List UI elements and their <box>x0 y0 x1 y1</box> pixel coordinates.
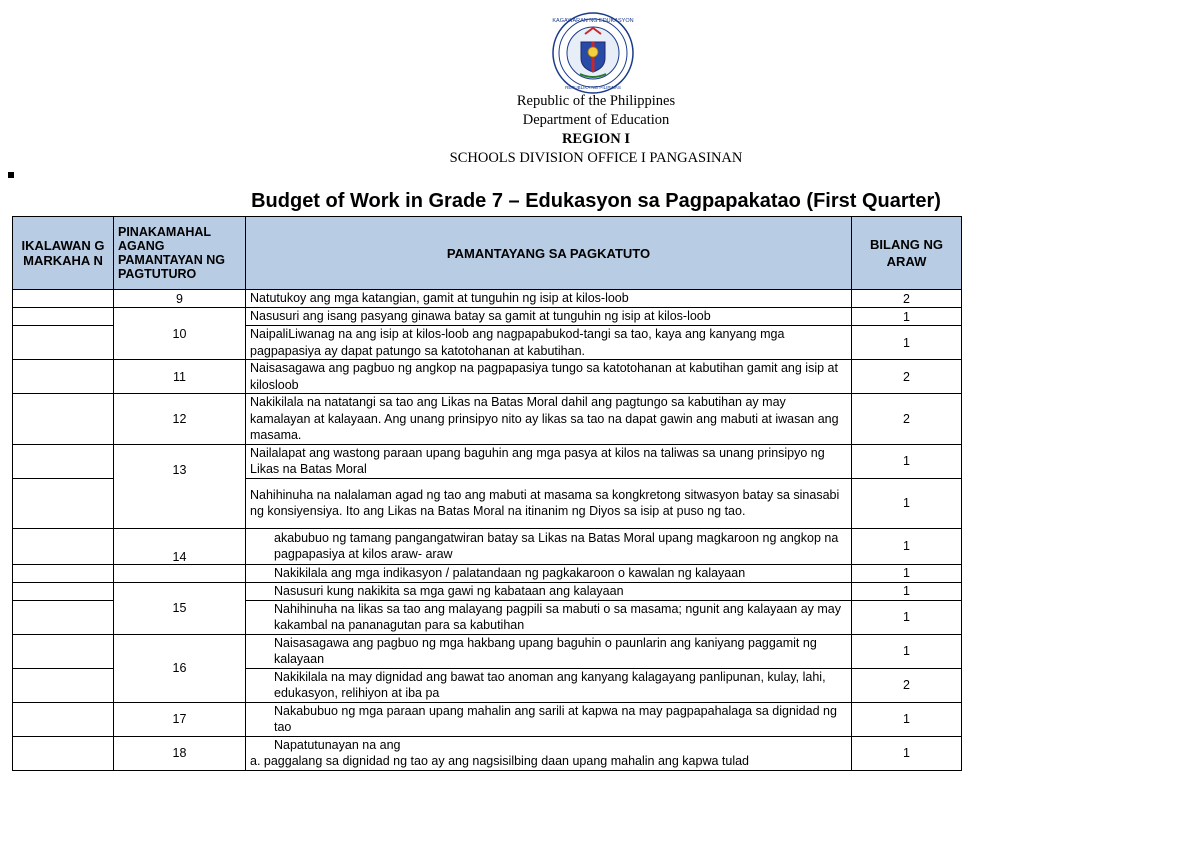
cell-days: 1 <box>852 564 962 582</box>
cell-code: 17 <box>114 702 246 736</box>
cell-markahan <box>13 326 114 360</box>
table-row <box>13 736 962 770</box>
cell-competency: Natutukoy ang mga katangian, gamit at tunguhin ng isip at kilos-loob <box>246 290 852 308</box>
cell-code: 18 <box>114 736 246 770</box>
cell-code: 12 <box>114 394 246 445</box>
header-pamantayan-pagkatuto: PAMANTAYANG SA PAGKATUTO <box>246 217 852 290</box>
table-row <box>13 394 962 445</box>
cell-competency: NaipaliLiwanag na ang isip at kilos-loob ang nagpapabukod-tangi sa tao, kaya ang kanyang mga pagpapasiya ay dapat patungo sa katotohanan at kabutihan. <box>246 326 852 360</box>
cell-competency: Nakikilala na may dignidad ang bawat tao anoman ang kanyang kalagayang panlipunan, kulay, lahi, edukasyon, relihiyon at iba pa <box>246 668 852 702</box>
competency-line: Napatutunayan na ang <box>274 737 401 752</box>
cell-days: 2 <box>852 290 962 308</box>
cell-code <box>114 564 246 582</box>
cell-markahan <box>13 308 114 326</box>
table-row <box>13 360 962 394</box>
table-row <box>13 634 962 668</box>
cell-competency: Nahihinuha na likas sa tao ang malayang pagpili sa mabuti o sa masama; ngunit ang kalayaan ay may kakambal na pananagutan para sa kabutihan <box>246 600 852 634</box>
cell-days: 1 <box>852 582 962 600</box>
cell-days: 1 <box>852 308 962 326</box>
deped-seal-icon <box>552 12 634 94</box>
cell-markahan <box>13 394 114 445</box>
cell-code: 16 <box>114 634 246 702</box>
competency-line: a. paggalang sa dignidad ng tao ay ang nagsisilbing daan upang mahalin ang kapwa tulad <box>250 754 749 768</box>
cell-markahan <box>13 582 114 600</box>
cell-competency: Nakikilala na natatangi sa tao ang Likas na Batas Moral dahil ang pagtungo sa kabutihan ay may kamalayan at kalayaan. Ang unang prinsipyo nito ay likas sa tao na dapat gawin ang mabuti at iwasan ang masama. <box>246 394 852 445</box>
cell-days: 1 <box>852 634 962 668</box>
cell-markahan <box>13 360 114 394</box>
table-row <box>13 528 962 564</box>
table-row <box>13 702 962 736</box>
budget-of-work-table <box>12 216 962 771</box>
letterhead-line-department: Department of Education <box>522 112 670 128</box>
table-header-row <box>13 217 962 290</box>
seal-text-bottom: REPUBLIKA NG PILIPINAS <box>565 85 621 90</box>
cell-markahan <box>13 668 114 702</box>
cell-markahan <box>13 478 114 528</box>
cell-competency: Naisasagawa ang pagbuo ng angkop na pagpapasiya tungo sa katotohanan at kabutihan gamit ang isip at kilosloob <box>246 360 852 394</box>
cell-code: 9 <box>114 290 246 308</box>
cell-days: 2 <box>852 360 962 394</box>
cell-markahan <box>13 564 114 582</box>
table-row <box>13 564 962 582</box>
cell-markahan <box>13 528 114 564</box>
cell-competency: Nakikilala ang mga indikasyon / palatandaan ng pagkakaroon o kawalan ng kalayaan <box>246 564 852 582</box>
cell-competency: Nahihinuha na nalalaman agad ng tao ang mabuti at masama sa kongkretong sitwasyon batay sa sinasabi ng konsiyensiya. Ito ang Likas na Batas Moral na itinanim ng Diyos sa isip at puso ng tao. <box>246 478 852 528</box>
header-markahan: IKALAWAN G MARKAHA N <box>13 217 114 290</box>
cell-code: 13 <box>114 444 246 528</box>
letterhead <box>396 92 796 168</box>
table-row <box>13 290 962 308</box>
cell-days: 1 <box>852 736 962 770</box>
cell-days: 1 <box>852 326 962 360</box>
cell-competency <box>246 736 852 770</box>
cell-days: 2 <box>852 668 962 702</box>
cell-markahan <box>13 444 114 478</box>
cell-code: 10 <box>114 308 246 360</box>
bullet-marker <box>8 172 14 178</box>
cell-markahan <box>13 600 114 634</box>
cell-days: 1 <box>852 444 962 478</box>
letterhead-line-republic: Republic of the Philippines <box>516 93 676 109</box>
table-row <box>13 582 962 600</box>
seal-text-top: KAGAWARAN NG EDUKASYON <box>552 18 634 24</box>
page-title: Budget of Work in Grade 7 – Edukasyon sa Pagpapakatao (First Quarter) <box>251 190 941 212</box>
cell-markahan <box>13 702 114 736</box>
cell-markahan <box>13 736 114 770</box>
table-row <box>13 444 962 478</box>
cell-code: 14 <box>114 528 246 564</box>
letterhead-line-division: SCHOOLS DIVISION OFFICE I PANGASINAN <box>449 150 743 166</box>
header-bilang-ng-araw: BILANG NG ARAW <box>852 217 962 290</box>
table-row <box>13 308 962 326</box>
cell-days: 1 <box>852 600 962 634</box>
cell-competency: Nakabubuo ng mga paraan upang mahalin ang sarili at kapwa na may pagpapahalaga sa dignidad ng tao <box>246 702 852 736</box>
cell-days: 2 <box>852 394 962 445</box>
cell-days: 1 <box>852 702 962 736</box>
cell-competency: Nailalapat ang wastong paraan upang baguhin ang mga pasya at kilos na taliwas sa unang prinsipyo ng Likas na Batas Moral <box>246 444 852 478</box>
cell-competency: akabubuo ng tamang pangangatwiran batay sa Likas na Batas Moral upang magkaroon ng angkop na pagpapasiya at kilos araw- araw <box>246 528 852 564</box>
cell-competency: Nasusuri kung nakikita sa mga gawi ng kabataan ang kalayaan <box>246 582 852 600</box>
cell-days: 1 <box>852 478 962 528</box>
cell-code: 15 <box>114 582 246 634</box>
cell-days: 1 <box>852 528 962 564</box>
cell-code: 11 <box>114 360 246 394</box>
letterhead-line-region: REGION I <box>561 131 631 147</box>
cell-competency: Nasusuri ang isang pasyang ginawa batay sa gamit at tunguhin ng isip at kilos-loob <box>246 308 852 326</box>
cell-markahan <box>13 634 114 668</box>
cell-competency: Naisasagawa ang pagbuo ng mga hakbang upang baguhin o paunlarin ang kaniyang paggamit ng kalayaan <box>246 634 852 668</box>
header-pamantayan-pagtuturo: PINAKAMAHAL AGANG PAMANTAYAN NG PAGTUTURO <box>114 217 246 290</box>
cell-markahan <box>13 290 114 308</box>
